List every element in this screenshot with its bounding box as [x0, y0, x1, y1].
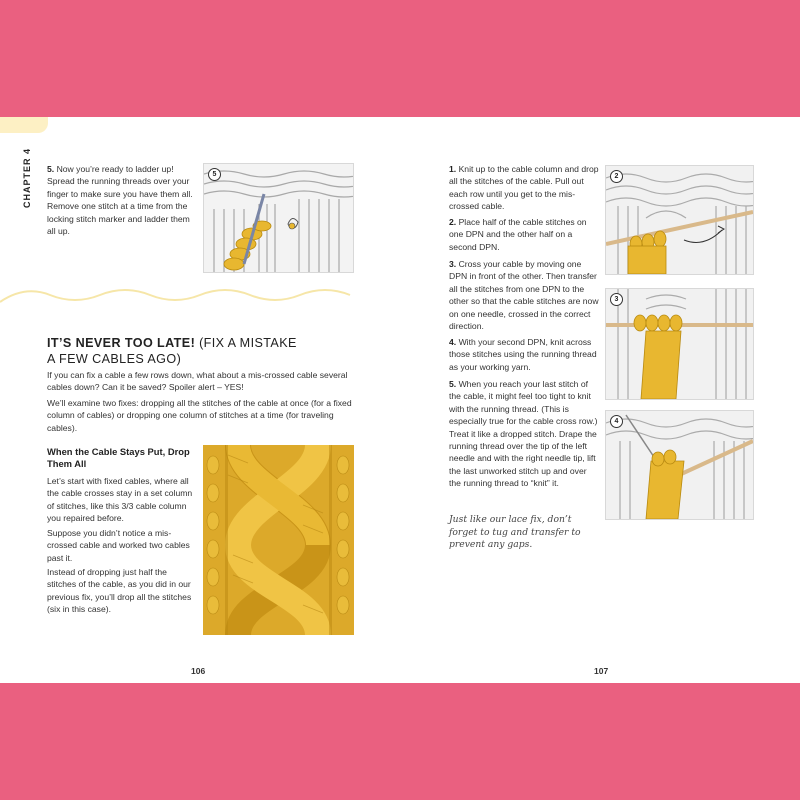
step-number: 3. — [449, 259, 457, 269]
step-text: Cross your cable by moving one DPN in front of the other. Then transfer all the stitches from one DPN to the other so that the cable stitches are now on one needle, crossed in the correct direction. — [449, 259, 599, 332]
paragraph-drop-all: Instead of dropping just half the stitches of the cable, as you did in our previous fix, you’ll drop all the stitches (six in this case). — [47, 567, 192, 615]
paragraph-two-fixes: We’ll examine two fixes: dropping all the stitches of the cable at once (for a fixed column of cables) or dropping one column of stitches at a time (for traveling cables). — [47, 398, 352, 433]
step-5 — [449, 378, 599, 490]
chapter-tab — [0, 117, 48, 133]
step-badge: 5 — [208, 168, 221, 181]
step-text: When you reach your last stitch of the cable, it might feel too tight to knit with the running thread. (This is especially true for the cable cross row.) Treat it like a dropped stitch. Drape the running thread over the tip of the left needle and with the right needle tip, lift the last unworked stitch up and over the running thread to “knit” it. — [449, 379, 598, 489]
step-text: Now you’re ready to ladder up! Spread the running threads over your finger to make sure you have them all. Remove one stitch at a time from the locking stitch marker and ladder them all up. — [47, 164, 193, 237]
step-number: 4. — [449, 337, 457, 347]
page-number-left: 106 — [191, 666, 206, 676]
illustration-step-2 — [605, 165, 754, 275]
step-text: Place half of the cable stitches on one DPN and the other half on a second DPN. — [449, 217, 587, 252]
step-badge: 3 — [610, 293, 623, 306]
section-heading — [47, 335, 307, 367]
heading-subtitle: (FIX A MISTAKE A FEW CABLES AGO) — [47, 336, 297, 366]
illustration-step-3 — [605, 288, 754, 400]
subheading: When the Cable Stays Put, Drop Them All — [47, 446, 190, 470]
step-5-left — [47, 163, 197, 237]
top-pink-band — [0, 0, 800, 117]
step-text: Knit up to the cable column and drop all the stitches of the cable. Pull out each row until you get to the mis-crossed cable. — [449, 164, 599, 212]
step-number: 2. — [449, 217, 457, 227]
step-3 — [449, 258, 599, 332]
step-number: 5. — [47, 164, 55, 174]
heading-lead: IT’S NEVER TOO LATE! — [47, 336, 196, 350]
step-text: With your second DPN, knit across those stitches using the running thread as your working yarn. — [449, 337, 597, 372]
step-badge: 4 — [610, 415, 623, 428]
chapter-label: CHAPTER 4 — [22, 147, 32, 208]
paragraph-suppose: Suppose you didn’t notice a mis-crossed cable and worked two cables past it. — [47, 528, 190, 563]
illustration-ladder-up — [203, 163, 354, 273]
handwritten-note: Just like our lace fix, don’t forget to tug and transfer to prevent any gaps. — [449, 514, 581, 551]
decorative-wave — [0, 280, 360, 310]
step-badge: 2 — [610, 170, 623, 183]
step-4 — [449, 336, 599, 373]
step-2 — [449, 216, 599, 253]
photo-yellow-cable — [203, 445, 354, 635]
step-number: 5. — [449, 379, 457, 389]
bottom-pink-band — [0, 683, 800, 800]
page-number-right: 107 — [594, 666, 609, 676]
paragraph-intro: If you can fix a cable a few rows down, what about a mis-crossed cable several cables down? Can it be saved? Spoiler alert – YES! — [47, 370, 348, 393]
step-1 — [449, 163, 599, 213]
illustration-step-4 — [605, 410, 754, 520]
step-number: 1. — [449, 164, 457, 174]
paragraph-fixed-cables: Let’s start with fixed cables, where all the cable crosses stay in a set column of stitches, like this 3/3 cable column you repaired before. — [47, 476, 193, 524]
